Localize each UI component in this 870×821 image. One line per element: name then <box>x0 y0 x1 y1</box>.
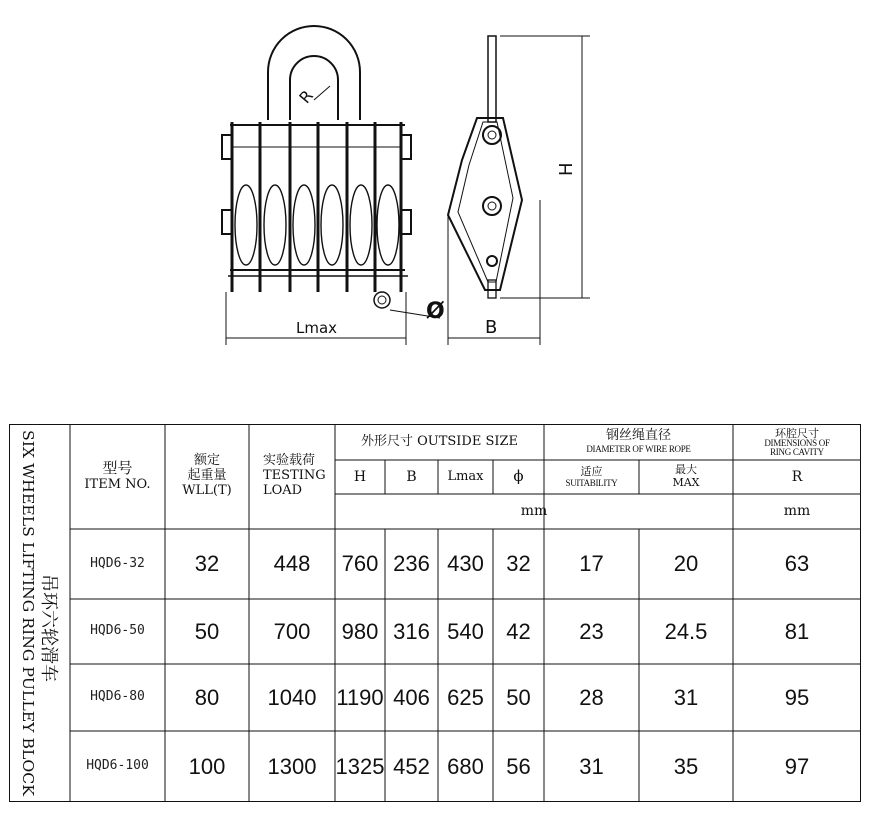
cell-test: 1300 <box>267 753 317 779</box>
wire-header-cn: 钢丝绳直径 <box>605 428 671 444</box>
cell-phi: 42 <box>506 618 531 644</box>
cell-max: 20 <box>673 551 699 577</box>
ring-header-en2: RING CAVITY <box>770 446 824 457</box>
wll-header-en: WLL(T) <box>182 482 232 498</box>
product-title <box>9 424 69 802</box>
wll-header-cn1: 额定 <box>193 453 220 469</box>
cell-lmax: 540 <box>447 618 484 644</box>
cell-max: 35 <box>673 753 699 779</box>
item-header-en: ITEM NO. <box>84 476 151 492</box>
wll-header <box>165 424 249 529</box>
testing-header-cn: 实验载荷 <box>263 453 316 469</box>
cell-test: 1040 <box>267 684 317 710</box>
cell-suit: 31 <box>579 753 604 779</box>
cell-item: HQD6-50 <box>90 623 145 639</box>
cell-suit: 23 <box>579 618 604 644</box>
testing-header-en2: LOAD <box>263 482 303 498</box>
lmax-label: Lmax <box>296 319 338 337</box>
cell-wll: 100 <box>188 753 226 779</box>
cell-b: 316 <box>393 618 430 644</box>
cell-item: HQD6-32 <box>90 555 145 571</box>
h-label: H <box>556 162 577 176</box>
h-header: H <box>353 468 367 485</box>
unit-mm-r: mm <box>783 503 811 520</box>
cell-h: 1325 <box>335 753 385 779</box>
pulley-drawing <box>0 0 870 380</box>
cell-wll: 50 <box>194 618 220 644</box>
cell-test: 700 <box>273 618 311 644</box>
testing-header-en1: TESTING <box>263 468 326 484</box>
max-header <box>639 460 733 494</box>
cell-max: 24.5 <box>664 618 708 644</box>
suit-header-en: SUITABILITY <box>565 478 618 489</box>
wire-header-en: DIAMETER OF WIRE ROPE <box>586 444 691 455</box>
cell-item: HQD6-80 <box>90 689 145 705</box>
cell-wll: 32 <box>194 551 220 577</box>
cell-h: 980 <box>341 618 379 644</box>
cell-test: 448 <box>273 551 311 577</box>
b-label: B <box>485 317 498 338</box>
phi-label: Ø <box>426 299 445 324</box>
cell-max: 31 <box>673 684 699 710</box>
item-header-cn: 型号 <box>102 459 133 478</box>
cell-r: 81 <box>784 618 810 644</box>
cell-lmax: 430 <box>447 551 484 577</box>
cell-phi: 56 <box>506 753 531 779</box>
max-header-cn: 最大 <box>675 463 697 477</box>
cell-h: 760 <box>341 551 379 577</box>
cell-suit: 17 <box>579 551 604 577</box>
suit-header-cn: 适应 <box>580 464 603 478</box>
cell-wll: 80 <box>194 684 220 710</box>
cell-b: 236 <box>393 551 430 577</box>
suit-header <box>544 460 639 494</box>
cell-b: 452 <box>393 753 430 779</box>
r-label: R <box>295 86 317 108</box>
ring-header <box>733 424 861 460</box>
r-header: R <box>791 468 803 485</box>
lmax-header: Lmax <box>447 468 484 484</box>
cell-h: 1190 <box>336 684 384 710</box>
ring-header-en1: DIMENSIONS OF <box>764 437 830 448</box>
cell-suit: 28 <box>579 684 604 710</box>
title-en: SIX WHEELS LIFTING RING PULLEY BLOCK <box>19 430 37 781</box>
cell-lmax: 680 <box>447 753 484 779</box>
cell-r: 95 <box>784 684 810 710</box>
cell-lmax: 625 <box>447 684 484 710</box>
cell-b: 406 <box>393 684 430 710</box>
item-header <box>70 424 165 529</box>
cell-r: 97 <box>784 753 810 779</box>
phi-header: ϕ <box>513 467 524 486</box>
b-header: B <box>406 468 417 485</box>
title-cn: 吊环六轮滑车 <box>38 574 59 682</box>
outside-size-header: 外形尺寸 OUTSIDE SIZE <box>360 433 519 449</box>
cell-item: HQD6-100 <box>86 758 149 774</box>
testing-header <box>249 424 335 529</box>
unit-mm: mm <box>520 503 548 520</box>
wire-header <box>544 424 733 460</box>
ring-header-cn: 环腔尺寸 <box>775 426 819 440</box>
max-header-en: MAX <box>672 476 700 489</box>
cell-phi: 32 <box>506 551 531 577</box>
cell-r: 63 <box>784 551 810 577</box>
wll-header-cn2: 起重量 <box>187 468 227 484</box>
cell-phi: 50 <box>506 684 531 710</box>
